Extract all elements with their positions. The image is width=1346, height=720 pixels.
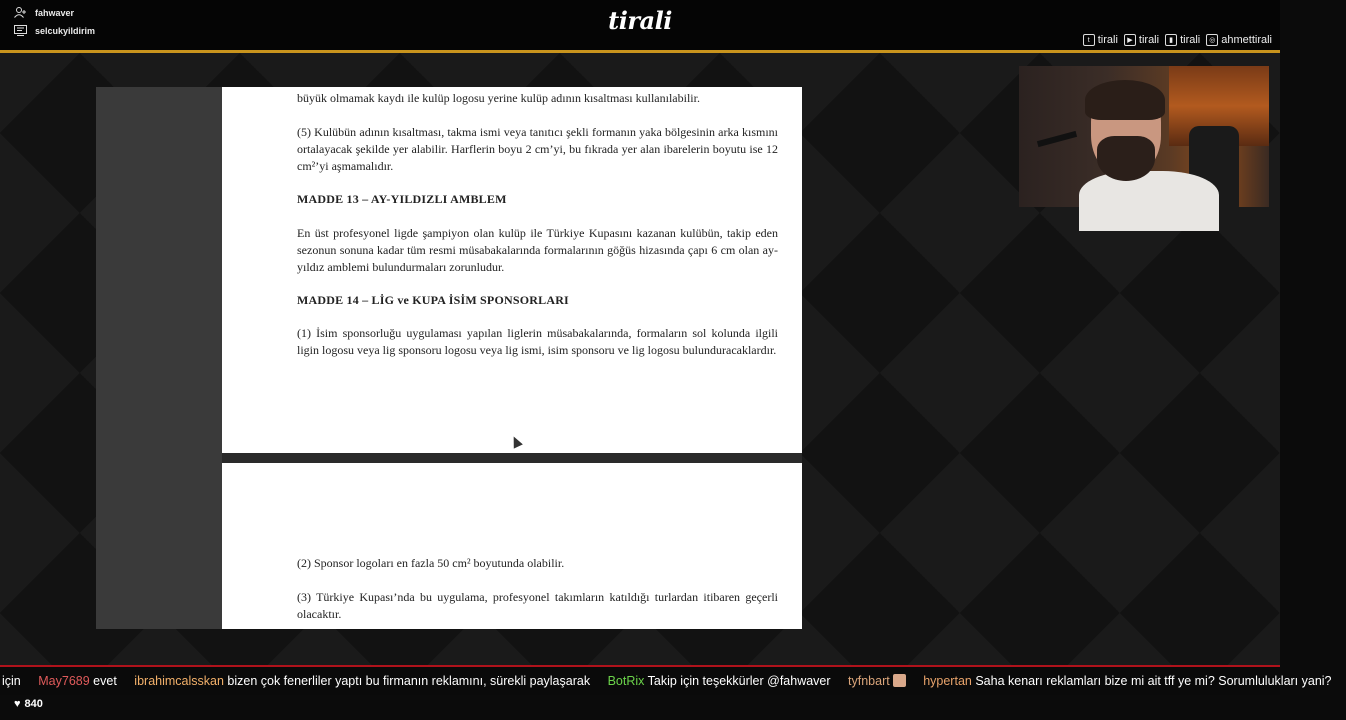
recent-follower [14,7,74,18]
subscriber-name: selcukyildirim [35,25,96,36]
ticker-lead-text: için [2,674,21,688]
user-plus-icon [14,7,27,18]
chat-message [848,674,906,688]
social-twitter: t tirali [1083,34,1118,46]
chat-text: Takip için teşekkürler @fahwaver [647,674,831,688]
recent-subscriber [14,25,95,36]
twitch-icon: ▮ [1165,34,1177,46]
chat-text: evet [93,674,117,688]
follower-name: fahwaver [35,7,75,18]
youtube-icon: ▶ [1124,34,1136,46]
subscriber-icon [14,25,27,36]
heading-madde-14: MADDE 14 – LİG ve KUPA İSİM SPONSORLARI [297,293,569,307]
social-twitch: ▮ tirali [1165,34,1200,46]
like-counter [14,698,43,710]
paragraph-madde-14-2: (2) Sponsor logoları en fazla 50 cm² boyutunda olabilir. [297,556,565,570]
chat-username[interactable]: BotRix [607,674,645,688]
emote-icon [893,674,906,687]
chat-message [923,674,1331,688]
chat-text: Saha kenarı reklamları bize mi ait tff ye mi? Sorumlulukları yani? [975,674,1332,688]
channel-logo: tirali [608,6,672,35]
chat-message [608,674,831,688]
chat-message [134,674,590,688]
document-page-1[interactable] [222,87,802,453]
instagram-icon: ◎ [1206,34,1218,46]
social-instagram: ◎ ahmettirali [1206,34,1272,46]
chat-username[interactable]: tyfnbart [848,674,890,688]
cam-person-body [1079,171,1219,231]
heading-madde-13: MADDE 13 – AY-YILDIZLI AMBLEM [297,192,507,206]
twitter-icon: t [1083,34,1095,46]
stream-header [0,0,1280,50]
chat-username[interactable]: ibrahimcalsskan [134,674,224,688]
social-links [1083,34,1272,46]
chat-username[interactable]: May7689 [38,674,90,688]
paragraph-madde-13: En üst profesyonel ligde şampiyon olan kulüp ile Türkiye Kupasını kazanan kulübün, takip eden sezonun sonuna kadar tüm resmi müsabakalarında formalarının göğüs hizasında çapı 6 cm olan ay-yıldız amblemi bulundurmaları zorunludur. [297,226,778,274]
webcam-feed [1019,66,1269,207]
page-separator [222,453,802,463]
cam-person-hair [1085,80,1165,120]
chat-ticker [0,667,1332,695]
social-youtube: ▶ tirali [1124,34,1159,46]
chat-message [38,674,117,688]
heart-icon: ♥ [14,698,21,710]
header-divider [0,50,1280,53]
microphone-icon [1037,131,1077,147]
cam-person-beard [1097,136,1155,181]
paragraph-madde-14-1: (1) İsim sponsorluğu uygulaması yapılan liglerin müsabakalarında, formaların sol kolunda ilgili ligin logosu veya lig sponsoru logosu veya lig ismi, isim sponsoru ve lig logosu bulunduracaklardır. [297,326,778,357]
chat-username[interactable]: hypertan [923,674,972,688]
chat-text: bizen çok fenerliler yaptı bu firmanın reklamını, sürekli paylaşarak [227,674,591,688]
like-count: 840 [24,698,43,710]
paragraph-continuation: büyük olmamak kaydı ile kulüp logosu yerine kulüp adının kısaltması kullanılabilir. [297,91,700,105]
paragraph-5: (5) Kulübün adının kısaltması, takma ismi veya tanıtıcı şekli formanın yaka bölgesinin arka kısmını ortalayacak şekilde yer alabilir. Harflerin boyu 2 cm’yi, bu fıkrada yer alan ibarelerin boyutu ise 12 cm²’yi aşmamalıdır. [297,125,778,173]
document-page-2[interactable] [222,463,802,629]
paragraph-madde-14-3: (3) Türkiye Kupası’nda bu uygulama, profesyonel takımların katıldığı turlardan itibaren geçerli olacaktır. [297,590,778,621]
